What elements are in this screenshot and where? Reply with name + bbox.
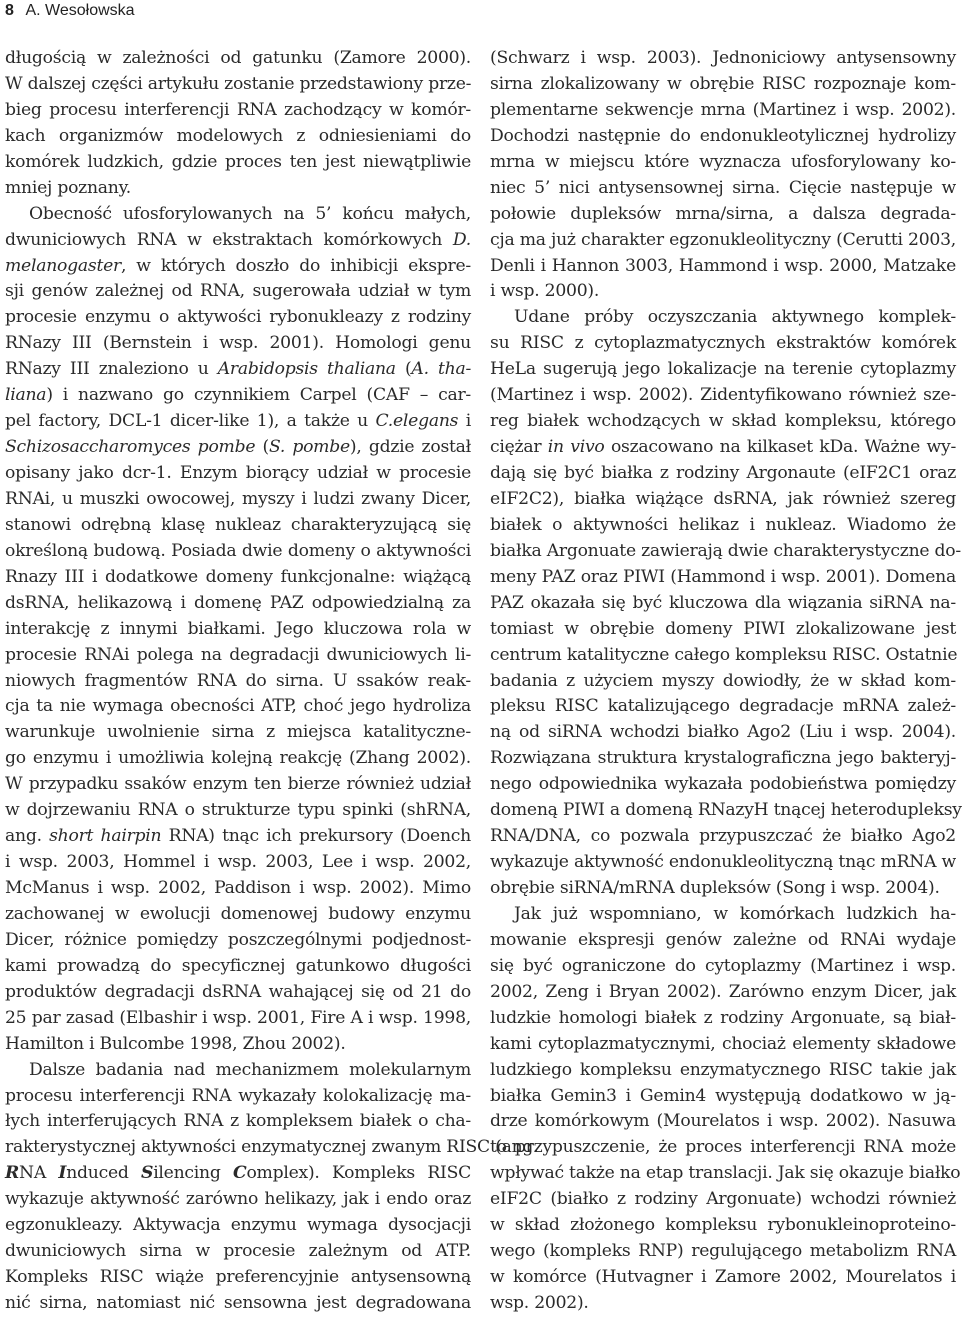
text-run: W przypadku ssaków enzym ten bierze również udział	[5, 774, 471, 795]
text-line	[490, 824, 956, 850]
text-run: cja ma już charakter egzonukleolityczny (Cerutti 2003,	[490, 229, 956, 250]
text-run: kami prowadzą do specyficznej gatunkowo długości	[5, 955, 471, 976]
text-run: PAZ okazała się być kluczowa dla wiązania siRNA na-	[490, 592, 956, 613]
text-run: wsp. 2002).	[490, 1293, 589, 1313]
text-run: 25 par zasad (Elbashir i wsp. 2001, Fire A i wsp. 1998,	[5, 1007, 471, 1028]
text-line	[490, 435, 956, 461]
text-line	[5, 772, 471, 798]
text-line	[490, 954, 956, 980]
text-run: niowych fragmentów RNA do sirna. U ssaków reak-	[5, 670, 471, 691]
text-run: nić sirna, natomiast nić sensowna jest degradowana	[5, 1293, 471, 1313]
text-line	[5, 176, 471, 202]
text-line	[5, 1135, 539, 1161]
text-run: S	[141, 1163, 154, 1184]
text-run: (	[255, 437, 269, 458]
text-run: niec 5’ nici antysensownej sirna. Cięcie następuje w	[490, 177, 956, 198]
text-run: produktów degradacji dsRNA wahającej się od 21 do	[5, 981, 471, 1002]
text-run: Kompleks RISC wiąże preferencyjnie antysensowną	[5, 1267, 471, 1288]
text-run: RNazy III znaleziono u	[5, 359, 218, 380]
text-run: dwuniciowych sirna w procesie zależnym od ATP.	[5, 1241, 471, 1262]
text-line	[5, 228, 471, 254]
text-run: nduced	[66, 1163, 142, 1184]
right-column	[490, 46, 962, 1317]
text-line	[490, 254, 956, 280]
text-line	[5, 409, 471, 435]
text-run: ilencing	[153, 1163, 234, 1184]
text-run: omplex). Kompleks RISC	[246, 1163, 471, 1184]
text-run: tomiast w obrębie domeny PIWI zlokalizowane jest	[490, 618, 956, 639]
text-line	[5, 435, 471, 461]
text-line	[490, 72, 956, 98]
text-run: melanogaster	[5, 255, 121, 276]
text-line	[490, 1213, 956, 1239]
text-line	[490, 357, 956, 383]
text-line	[490, 1291, 956, 1317]
text-run: kach organizmów modelowych z odniesieniami do	[5, 125, 471, 146]
text-line	[5, 461, 471, 487]
text-line	[5, 565, 471, 591]
text-run: obrębie siRNA/mRNA dupleksów (Song i wsp. 2004).	[490, 878, 940, 898]
text-run: , w których doszło do inhibicji ekspre-	[121, 255, 471, 276]
text-line	[490, 98, 956, 124]
text-run: NA	[19, 1163, 59, 1184]
text-line	[5, 383, 471, 409]
text-run: R	[5, 1163, 20, 1184]
text-line	[5, 331, 471, 357]
text-line	[490, 928, 956, 954]
text-run: Denli i Hannon 3003, Hammond i wsp. 2000, Matzake	[490, 255, 956, 276]
text-run: C	[233, 1163, 247, 1184]
running-author: A. Wesołowska	[25, 2, 135, 19]
text-line	[5, 954, 471, 980]
text-run: dwuniciowych RNA w ekstraktach komórkowych	[5, 229, 453, 250]
text-line	[5, 617, 471, 643]
text-line	[490, 617, 956, 643]
text-line	[490, 720, 956, 746]
text-run: białek o aktywności helikaz i nukleaz. Wiadomo że	[490, 514, 956, 535]
text-line	[5, 1213, 471, 1239]
text-line	[490, 1161, 961, 1187]
text-run: egzonukleazy. Aktywacja enzymu wymaga dysocjacji	[5, 1215, 471, 1236]
text-line	[490, 1135, 956, 1161]
text-line	[490, 46, 956, 72]
text-run: bieg procesu interferencji RNA zachodzący w komór-	[5, 99, 471, 120]
text-line	[5, 1265, 471, 1291]
text-run: pel factory, DCL-1 dicer-like 1), a także u	[5, 411, 376, 432]
text-line	[490, 798, 962, 824]
text-run: zachowanej w ewolucji domenowej budowy enzymu	[5, 903, 471, 924]
text-run: ną od siRNA wchodzi białko Ago2 (Liu i wsp. 2004).	[490, 722, 956, 743]
text-line	[5, 591, 471, 617]
text-run: (Schwarz i wsp. 2003). Jednoniciowy antysensowny	[490, 48, 956, 68]
text-run: RNazy III (Bernstein i wsp. 2001). Homologi genu	[5, 333, 471, 354]
text-run: się być ograniczone do cytoplazmy (Martinez i wsp.	[490, 955, 956, 976]
text-line	[490, 202, 956, 228]
text-run: Udane próby oczyszczania aktywnego komplek-	[514, 307, 956, 328]
text-run: ludzkiego kompleksu enzymatycznego RISC takie jak	[490, 1059, 956, 1080]
text-line	[5, 254, 471, 280]
text-run: mrna w miejscu które wyznacza ufosforylowany ko-	[490, 151, 956, 172]
text-run: procesie enzymu o aktywości rybonukleazy z rodziny	[5, 307, 471, 328]
text-line	[5, 1032, 471, 1058]
text-line	[5, 850, 471, 876]
text-run: Rozwiązana struktura krystalograficzna jego bakteryj-	[490, 748, 956, 769]
text-run: i wsp. 2003, Hommel i wsp. 2003, Lee i wsp. 2002,	[5, 852, 471, 873]
text-run: plementarne sekwencje mrna (Martinez i wsp. 2002).	[490, 99, 956, 120]
text-line	[490, 409, 956, 435]
text-line	[490, 902, 956, 928]
text-run: pleksu RISC katalizującego degradacje mRNA zależ-	[490, 696, 956, 717]
text-run: eIF2C2), białka wiążące dsRNA, jak również szereg	[490, 488, 956, 509]
text-line	[490, 1084, 956, 1110]
text-run: reg białek wchodzących w skład kompleksu, którego	[490, 411, 956, 432]
text-run: mowanie ekspresji genów zależne od RNAi wydaje	[490, 929, 956, 950]
text-line	[490, 176, 956, 202]
text-run: kami cytoplazmatycznymi, chociaż elementy składowe	[490, 1033, 956, 1054]
text-run: Schizosaccharomyces pombe	[5, 437, 256, 458]
text-line	[490, 1058, 956, 1084]
text-line	[490, 1187, 956, 1213]
text-run: sji genów zależnej od RNA, sugerowała udział w tym	[5, 281, 471, 302]
text-line	[5, 202, 471, 228]
text-line	[5, 643, 471, 669]
text-run: badania z użyciem myszy dowiodły, że w skład kom-	[490, 670, 956, 691]
text-run: sirna zlokalizowany w obrębie RISC rozpoznaje kom-	[490, 73, 956, 94]
text-line	[490, 1265, 956, 1291]
text-run: wykazuje aktywność zarówno helikazy, jak i endo oraz	[5, 1189, 471, 1210]
text-run: Dochodzi następnie do endonukleotylicznej hydrolizy	[490, 125, 956, 146]
text-run: RNAi, u muszki owocowej, myszy i ludzi zwany Dicer,	[5, 488, 471, 509]
text-line	[5, 1239, 471, 1265]
text-run: Jak już wspomniano, w komórkach ludzkich ha-	[514, 903, 956, 924]
text-run: białka Argonuate zawierają dwie charakterystyczne do-	[490, 540, 961, 561]
text-line	[5, 46, 471, 72]
text-run: (	[395, 359, 412, 380]
text-run: w dojrzewaniu RNA o strukturze typu spinki (shRNA,	[5, 800, 471, 821]
text-line	[5, 487, 471, 513]
text-line	[5, 1187, 471, 1213]
text-run: HeLa sugerują jego lokalizacje na terenie cytoplazmy	[490, 359, 956, 380]
text-line	[5, 980, 471, 1006]
text-line	[5, 539, 471, 565]
text-run: stanowi odrębną klasę nukleaz charakteryzującą się	[5, 514, 471, 535]
page-number: 8	[5, 2, 14, 19]
text-line	[490, 228, 956, 254]
text-run: in vivo	[547, 437, 605, 458]
text-run: domeną PIWI a domeną RNazyH tnącej heterodupleksy	[490, 800, 962, 821]
text-line	[490, 694, 956, 720]
text-run: 2002, Zeng i Bryan 2002). Zarówno enzym Dicer, jak	[490, 981, 956, 1002]
text-line	[5, 902, 471, 928]
text-line	[5, 1291, 471, 1317]
text-line	[490, 539, 961, 565]
text-run: interakcję z innymi białkami. Jego kluczowa rola w	[5, 618, 471, 639]
text-run: określoną budową. Posiada dwie domeny o aktywności	[5, 540, 471, 561]
text-run: Dalsze badania nad mechanizmem molekularnym	[29, 1059, 471, 1080]
text-run: centrum katalityczne całego kompleksu RISC. Ostatnie	[490, 644, 958, 665]
text-run: warunkuje uwolnienie sirna z miejsca katalityczne-	[5, 722, 471, 743]
text-run: short hairpin	[49, 826, 162, 847]
text-run: cja ta nie wymaga obecności ATP, choć jego hydroliza	[5, 696, 471, 717]
text-line	[490, 331, 956, 357]
text-line	[490, 279, 956, 305]
text-run: długością w zależności od gatunku (Zamore 2000).	[5, 48, 471, 68]
text-line	[5, 824, 471, 850]
text-run: Obecność ufosforylowanych na 5’ końcu małych,	[29, 203, 471, 224]
text-run: połowie dupleksów mrna/sirna, a dalsza degrada-	[490, 203, 956, 224]
text-run: ), gdzie został	[349, 437, 472, 458]
text-run: łych interferujących RNA z kompleksem białek o cha-	[5, 1111, 471, 1132]
text-line	[5, 357, 471, 383]
text-line	[5, 746, 471, 772]
text-line	[490, 513, 956, 539]
text-line	[490, 591, 956, 617]
text-run: eIF2C (białko z rodziny Argonuate) wchodzi również	[490, 1189, 956, 1210]
text-run: ciężar	[490, 437, 548, 458]
text-run: ang.	[5, 826, 50, 847]
text-line	[490, 383, 956, 409]
text-line	[490, 487, 956, 513]
text-run: drze komórkowym (Mourelatos i wsp. 2002). Nasuwa	[490, 1111, 956, 1132]
text-line	[5, 1058, 471, 1084]
text-run: liana	[5, 385, 47, 406]
text-run: rakterystycznej aktywności enzymatycznej zwanym RISC (ang.	[5, 1137, 539, 1158]
text-line	[5, 1161, 471, 1187]
text-run: wpływać także na etap translacji. Jak się okazuje białko	[490, 1163, 961, 1184]
text-line	[5, 798, 471, 824]
text-line	[5, 513, 471, 539]
text-run: w komórce (Hutvagner i Zamore 2002, Mourelatos i	[490, 1267, 956, 1288]
text-run: W dalszej części artykułu zostanie przedstawiony prze-	[5, 73, 472, 94]
text-line	[5, 669, 471, 695]
text-run: oszacowano na kilkaset kDa. Ważne wy-	[604, 437, 957, 458]
text-run: Dicer, różnice pomiędzy poszczególnymi podjednost-	[5, 929, 471, 950]
text-line	[490, 746, 956, 772]
text-line	[490, 1109, 956, 1135]
text-run: mniej poznany.	[5, 177, 132, 198]
text-run: procesu interferencji RNA wykazały kolokalizację ma-	[5, 1085, 471, 1106]
text-line	[5, 72, 471, 98]
text-run: RNA/DNA, co pozwala przypuszczać że białko Ago2	[490, 826, 956, 847]
text-run: dsRNA, helikazową i domenę PAZ odpowiedzialną za	[5, 592, 471, 613]
text-run: ludzkie homologi białek z rodziny Argonuate, są biał-	[490, 1007, 956, 1028]
running-header	[5, 0, 135, 22]
text-run: go enzymu i umożliwia kolejną reakcję (Zhang 2002).	[5, 748, 471, 769]
text-run: McManus i wsp. 2002, Paddison i wsp. 2002). Mimo	[5, 878, 471, 898]
text-run: I	[58, 1163, 67, 1184]
text-run: i wsp. 2000).	[490, 281, 600, 302]
text-line	[490, 1032, 956, 1058]
text-run: komórek ludzkich, gdzie proces ten jest niewątpliwie	[5, 151, 471, 172]
text-line	[5, 1006, 471, 1032]
text-line	[5, 279, 471, 305]
text-run: to przypuszczenie, że proces interferencji RNA może	[490, 1137, 956, 1158]
text-run: procesie RNAi polega na degradacji dwuniciowych li-	[5, 644, 471, 665]
text-line	[490, 772, 956, 798]
text-line	[5, 98, 471, 124]
text-line	[5, 928, 471, 954]
text-run: opisany jako dcr-1. Enzym biorący udział w procesie	[5, 463, 471, 483]
text-line	[5, 720, 471, 746]
text-run: meny PAZ oraz PIWI (Hammond i wsp. 2001). Domena	[490, 566, 956, 587]
text-run: RNA) tnąc ich prekursory (Doench	[161, 826, 471, 847]
text-line	[490, 565, 956, 591]
text-run: D.	[452, 229, 471, 250]
text-line	[490, 876, 956, 902]
text-run: wykazuje aktywność endonukleolityczną tnąc mRNA w	[490, 852, 956, 873]
text-run: C.elegans	[375, 411, 459, 432]
text-run: Hamilton i Bulcombe 1998, Zhou 2002).	[5, 1033, 346, 1054]
text-line	[5, 150, 471, 176]
text-run: i	[458, 411, 471, 432]
text-run: (Martinez i wsp. 2002). Zidentyfikowano również sze-	[490, 385, 956, 406]
text-line	[490, 1006, 956, 1032]
text-line	[490, 643, 956, 669]
text-run: Arabidopsis thaliana	[217, 359, 396, 380]
text-run: su RISC z cytoplazmatycznych ekstraktów komórek	[490, 333, 956, 354]
text-line	[490, 850, 956, 876]
text-line	[5, 1084, 471, 1110]
text-run: Rnazy III i dodatkowe domeny funkcjonalne: wiążącą	[5, 566, 471, 587]
text-run: białka Gemin3 i Gemin4 występują dodatkowo w ją-	[490, 1085, 956, 1106]
text-run: nego odpowiednika wykazała podobieństwa pomiędzy	[490, 774, 956, 795]
text-line	[490, 461, 956, 487]
text-line	[490, 980, 956, 1006]
text-line	[5, 124, 471, 150]
text-line	[5, 1109, 471, 1135]
text-run: wego (kompleks RNP) regulującego metabolizm RNA	[490, 1241, 956, 1262]
text-run: ) i nazwano go czynnikiem Carpel (CAF – car-	[46, 385, 471, 406]
text-line	[490, 124, 956, 150]
text-line	[490, 1239, 956, 1265]
text-run: S. pombe	[268, 437, 350, 458]
text-run: w skład złożonego kompleksu rybonukleinoproteino-	[490, 1215, 956, 1236]
text-run: dają się być białka z rodziny Argonaute (eIF2C1 oraz	[490, 463, 956, 483]
text-line	[5, 876, 471, 902]
text-line	[490, 305, 956, 331]
text-line	[5, 694, 471, 720]
text-line	[490, 669, 956, 695]
text-line	[490, 150, 956, 176]
text-line	[5, 305, 471, 331]
text-run: A. tha-	[411, 359, 471, 380]
